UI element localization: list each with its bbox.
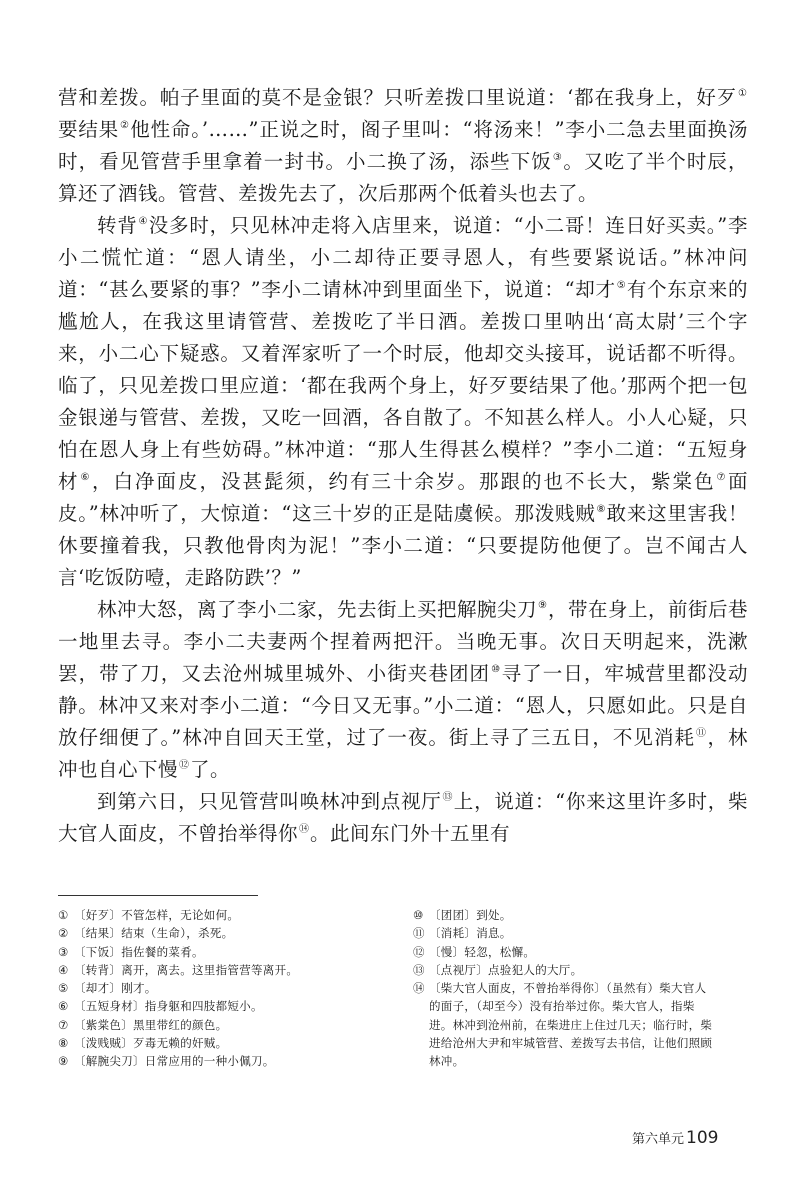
footnote: ⑥ 〔五短身材〕指身躯和四肢都短小。 <box>58 999 263 1014</box>
footnote-mark[interactable]: ⑫ <box>179 760 190 771</box>
paragraph: 营和差拨。帕子里面的莫不是金银？只听差拨口里说道：‘都在我身上，好歹①要结果②他性命。’……”正说之时，阁子里叫：“将汤来！”李小二急去里面换汤时，看见管营手里拿着一封书。小二换了汤，添些下饭③。又吃了半个时辰，算还了酒钱。管营、差拨先去了，次后那两个低着头也去了。 <box>58 86 749 205</box>
page-footer <box>632 1128 718 1148</box>
footnotes-right <box>413 906 713 1071</box>
footnote: ⑤ 〔却才〕刚才。 <box>58 981 157 996</box>
footnote-divider <box>58 895 258 896</box>
page-number: 109 <box>686 1128 719 1148</box>
footnote-mark[interactable]: ① <box>738 88 747 99</box>
footnote-mark[interactable]: ⑨ <box>538 600 547 611</box>
paragraph: 转背④没多时，只见林冲走将入店里来，说道：“小二哥！连日好买卖。”李小二慌忙道：“恩人请坐，小二却待正要寻恩人，有些要紧说话。”林冲问道：“甚么要紧的事？”李小二请林冲到里面坐下，说道：“却才⑤有个东京来的尴尬人，在我这里请管营、差拨吃了半日酒。差拨口里呐出‘高太尉’三个字来，小二心下疑惑。又着浑家听了一个时辰，他却交头接耳，说话都不听得。临了，只见差拨口里应道：‘都在我两个身上，好歹要结果了他。’那两个把一包金银递与管营、差拨，又吃一回酒，各自散了。不知甚么样人。小人心疑，只怕在恩人身上有些妨碍。”林冲道：“那人生得甚么模样？”李小二道：“五短身材⑥，白净面皮，没甚髭须，约有三十余岁。那跟的也不长大，紫棠色⑦面皮。”林冲听了，大惊道：“这三十岁的正是陆虞候。那泼贱贼⑧敢来这里害我！休要撞着我，只教他骨肉为泥！”李小二道：“只要提防他便了。岂不闻古人言‘吃饭防噎，走路防跌’？” <box>58 214 748 589</box>
footnote-mark[interactable]: ③ <box>552 152 563 163</box>
footnote: ② 〔结果〕结束（生命），杀死。 <box>58 926 234 941</box>
footnote-mark[interactable]: ⑪ <box>695 728 707 739</box>
unit-label: 第六单元 <box>632 1132 685 1147</box>
footnote-mark[interactable]: ④ <box>138 216 148 227</box>
footnote: ① 〔好歹〕不管怎样，无论如何。 <box>58 908 240 922</box>
footnote-mark[interactable]: ⑬ <box>442 792 453 803</box>
footnote: ⑧ 〔泼贱贼〕歹毒无赖的奸贼。 <box>58 1036 228 1051</box>
footnote-mark[interactable]: ⑥ <box>80 472 91 483</box>
footnote-mark[interactable]: ⑭ <box>299 824 310 835</box>
footnote-mark[interactable]: ⑦ <box>716 472 727 483</box>
footnotes-left <box>58 906 398 1071</box>
paragraph: 林冲大怒，离了李小二家，先去街上买把解腕尖刀⑨，带在身上，前街后巷一地里去寻。李小二夫妻两个捏着两把汗。当晚无事。次日天明起来，洗漱罢，带了刀，又去沧州城里城外、小街夹巷团团⑩寻了一日，牢城营里都没动静。林冲又来对李小二道：“今日又无事。”小二道：“恩人，只愿如此。只是自放仔细便了。”林冲自回天王堂，过了一夜。街上寻了三五日，不见消耗⑪，林冲也自心下慢⑫了。 <box>58 598 748 781</box>
footnote: ⑬ 〔点视厅〕点验犯人的大厅。 <box>413 962 583 977</box>
footnote-mark[interactable]: ⑧ <box>596 504 606 515</box>
footnote-mark[interactable]: ⑤ <box>616 280 626 291</box>
footnote: ③ 〔下饭〕指佐餐的菜肴。 <box>58 944 204 959</box>
footnote: ④ 〔转背〕离开，离去。这里指管营等离开。 <box>58 962 299 977</box>
footnote: ⑩ 〔团团〕到处。 <box>413 908 512 922</box>
main-text <box>58 82 748 850</box>
paragraph: 到第六日，只见管营叫唤林冲到点视厅⑬上，说道：“你来这里许多时，柴大官人面皮，不曾抬举得你⑭。此间东门外十五里有 <box>58 790 748 845</box>
footnote: ⑨ 〔解腕尖刀〕日常应用的一种小佩刀。 <box>58 1054 275 1069</box>
footnote: ⑪ 〔消耗〕消息。 <box>413 926 512 941</box>
footnote: ⑭ 〔柴大官人面皮，不曾抬举得你〕（虽然有）柴大官人的面子，（却至今）没有抬举过你。柴大官人，指柴进。林冲到沧州前，在柴进庄上住过几天；临行时，柴进给沧州大尹和牢城管营、差拨写去书信，让他们照顾林冲。 <box>413 981 713 1069</box>
footnote: ⑫ 〔慢〕轻忽，松懈。 <box>413 944 536 959</box>
footnote-mark[interactable]: ② <box>119 120 130 131</box>
footnote: ⑦ 〔紫棠色〕黑里带红的颜色。 <box>58 1017 228 1032</box>
footnote-mark[interactable]: ⑩ <box>491 664 501 675</box>
